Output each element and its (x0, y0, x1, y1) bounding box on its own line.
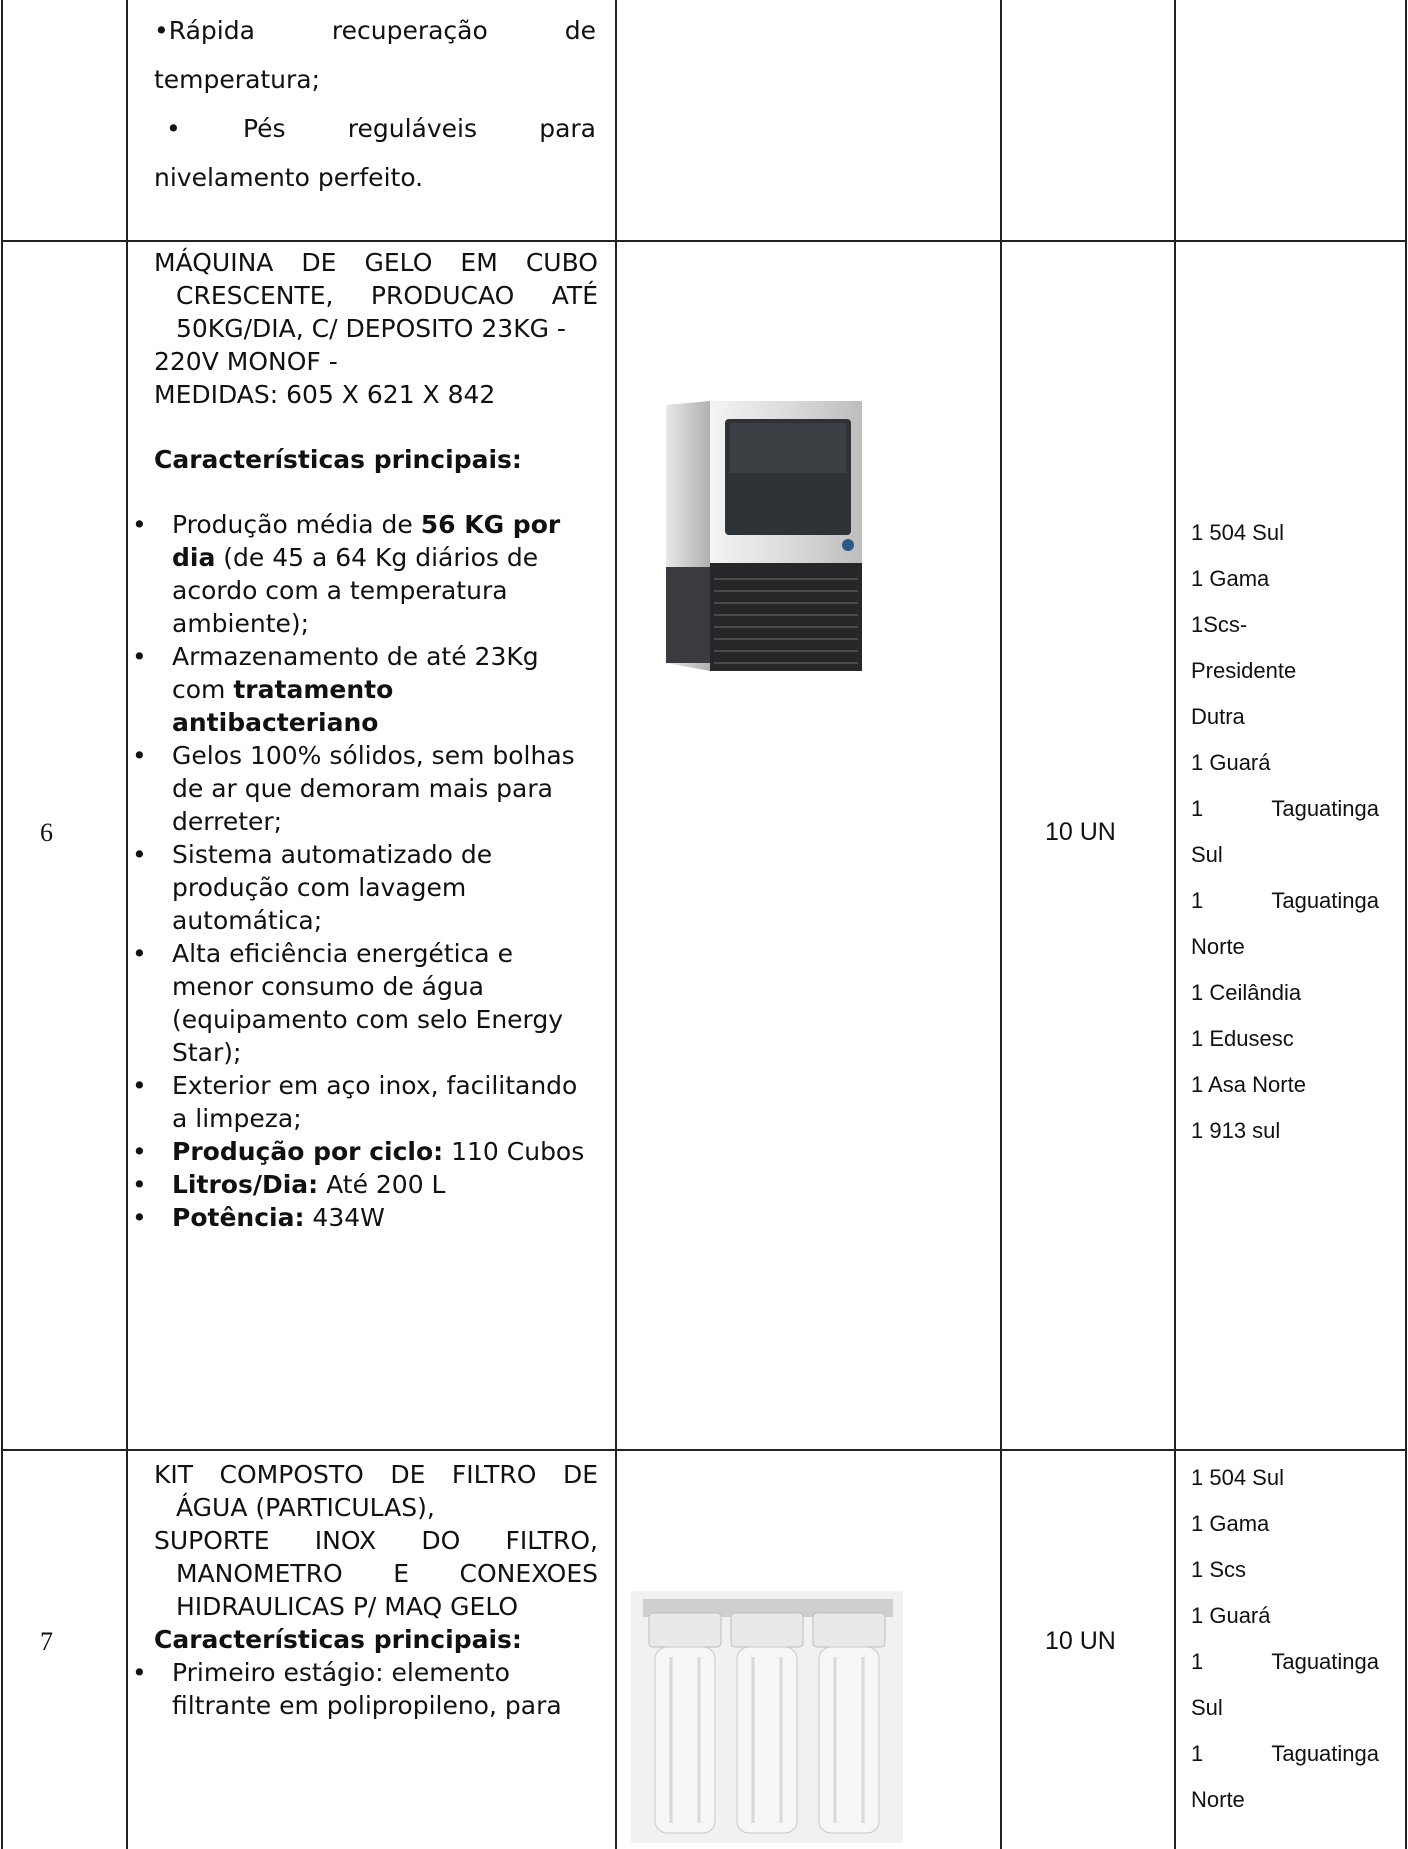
location-text: 1 (1191, 796, 1204, 821)
location-item: 1 Asa Norte (1191, 1072, 1306, 1097)
feature-text: Litros/Dia: (172, 1170, 319, 1199)
location-item: 1 913 sul (1191, 1118, 1281, 1143)
feature-text: Produção por ciclo: (172, 1137, 444, 1166)
location-item: 1 504 Sul (1191, 520, 1284, 545)
feature-text: Sistema automatizado de produção com lavagem automática; (172, 840, 493, 935)
features-heading: Características principais: (154, 1625, 522, 1654)
feature-text: tratamento antibacteriano (172, 675, 394, 737)
ice-machine-image (662, 397, 866, 679)
item-title: MÁQUINA DE GELO EM CUBO CRESCENTE, PRODUCAO ATÉ 50KG/DIA, C/ DEPOSITO 23KG - 220V MONOF - MEDIDAS: 605 X 621 X 842 (154, 248, 598, 409)
feature-text: (de 45 a 64 Kg diários de acordo com a temperatura ambiente); (172, 543, 539, 638)
location-item: Norte (1191, 934, 1245, 959)
feature-text: Até 200 L (318, 1170, 446, 1199)
feature-item (125, 1656, 598, 1722)
description-cell (154, 1458, 598, 1722)
feature-item (125, 739, 598, 838)
feature-text: 56 KG por dia (172, 510, 561, 572)
location-item (1191, 1731, 1403, 1777)
location-text: 1 (1191, 1741, 1204, 1766)
location-item: 1 Ceilândia (1191, 980, 1302, 1005)
feature-text: Exterior em aço inox, facilitando a limpeza; (172, 1071, 578, 1133)
quantity: 10 UN (1045, 1627, 1116, 1655)
feature-text: Produção média de (172, 510, 421, 539)
feature-text: Potência: (172, 1203, 305, 1232)
table-border-left (1, 0, 3, 1849)
feature-item (125, 838, 598, 937)
location-item: 1 Guará (1191, 750, 1271, 775)
location-item: Sul (1191, 842, 1223, 867)
feature-text: Armazenamento de até 23Kg com (172, 642, 539, 704)
table-border-col2 (615, 0, 617, 1849)
location-item (1191, 786, 1403, 832)
row-divider (1, 1449, 1407, 1451)
location-item: 1 Guará (1191, 1603, 1271, 1628)
feature-item (125, 508, 598, 640)
feature-item (125, 1168, 598, 1201)
location-item: Norte (1191, 1787, 1245, 1812)
location-text: Taguatinga (1271, 796, 1379, 821)
feature-item (125, 640, 598, 739)
table-border-col3 (1000, 0, 1002, 1849)
water-filter-image (631, 1591, 903, 1843)
location-item: 1 Edusesc (1191, 1026, 1294, 1051)
feature-item (125, 1135, 598, 1168)
locations-list (1191, 1455, 1403, 1823)
location-text: Taguatinga (1271, 1741, 1379, 1766)
features-list (125, 508, 598, 1234)
location-text: 1 (1191, 888, 1204, 913)
feature-item (125, 1201, 598, 1234)
features-heading: Características principais: (154, 445, 522, 474)
description-line: • Pés reguláveis para (166, 114, 596, 143)
location-item: Dutra (1191, 704, 1245, 729)
location-text: Taguatinga (1271, 888, 1379, 913)
item-number: 7 (40, 1627, 53, 1656)
description-cell (154, 246, 598, 1234)
table-border-right (1405, 0, 1407, 1849)
location-item: Sul (1191, 1695, 1223, 1720)
location-item: 1Scs- (1191, 612, 1248, 637)
location-item (1191, 1639, 1403, 1685)
location-item: 1 504 Sul (1191, 1465, 1284, 1490)
location-item: 1 Scs (1191, 1557, 1247, 1582)
description-line: •Rápida recuperação de (154, 16, 597, 45)
feature-item (125, 1069, 598, 1135)
feature-text: Gelos 100% sólidos, sem bolhas de ar que demoram mais para derreter; (172, 741, 575, 836)
location-text: 1 (1191, 1649, 1204, 1674)
location-item (1191, 878, 1403, 924)
feature-text: Primeiro estágio: elemento filtrante em polipropileno, para (172, 1658, 562, 1720)
description-cell (154, 6, 596, 202)
item-title: KIT COMPOSTO DE FILTRO DE ÁGUA (PARTICULAS), SUPORTE INOX DO FILTRO, MANOMETRO E CONEXOES HIDRAULICAS P/ MAQ GELO (154, 1460, 598, 1621)
description-line: nivelamento perfeito. (154, 163, 424, 192)
location-text: Taguatinga (1271, 1649, 1379, 1674)
description-line: temperatura; (154, 65, 321, 94)
feature-text: Alta eficiência energética e menor consumo de água (equipamento com selo Energy Star); (172, 939, 564, 1067)
feature-text: 110 Cubos (443, 1137, 585, 1166)
features-list (125, 1656, 598, 1722)
location-item: Presidente (1191, 658, 1297, 683)
quantity: 10 UN (1045, 818, 1116, 846)
locations-list (1191, 510, 1403, 1154)
feature-text: 434W (304, 1203, 385, 1232)
location-item: 1 Gama (1191, 1511, 1270, 1536)
item-number: 6 (40, 818, 53, 847)
feature-item (125, 937, 598, 1069)
row-divider (1, 240, 1407, 242)
table-border-col4 (1174, 0, 1176, 1849)
location-item: 1 Gama (1191, 566, 1270, 591)
